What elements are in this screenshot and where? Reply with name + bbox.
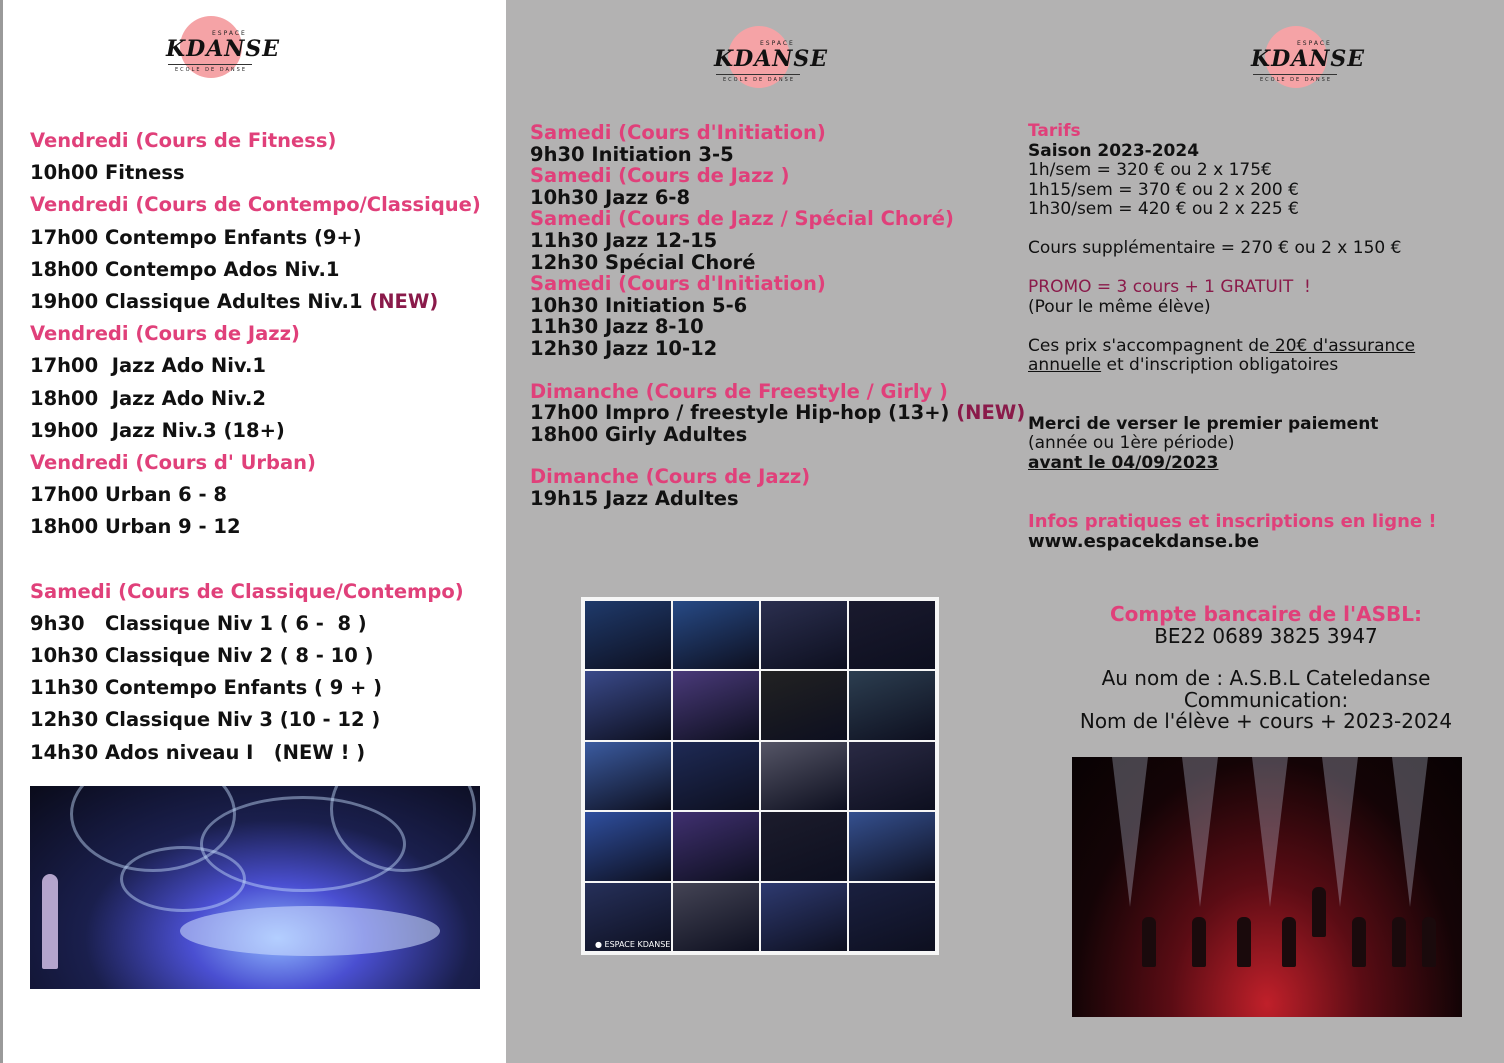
price-line: 1h/sem = 320 € ou 2 x 175€	[1028, 160, 1272, 180]
line-text: 18h00 Jazz Ado Niv.2	[30, 386, 266, 410]
collage-photo	[761, 812, 847, 880]
fees-text-end: et d'inscription obligatoires	[1101, 355, 1339, 375]
line-text: Dimanche (Cours de Jazz)	[530, 465, 811, 489]
new-badge: (NEW)	[362, 290, 439, 314]
course-line	[30, 157, 500, 189]
line-text: Vendredi (Cours de Contempo/Classique)	[30, 193, 481, 217]
line-text: Dimanche (Cours de Freestyle / Girly )	[530, 379, 948, 403]
collage-photo	[673, 671, 759, 739]
line-text: Samedi (Cours de Jazz / Spécial Choré)	[530, 207, 954, 231]
line-text: 10h00 Fitness	[30, 161, 185, 185]
stage-photo-red	[1072, 757, 1462, 1017]
payment-deadline: avant le 04/09/2023	[1028, 452, 1219, 473]
friday-saturday-schedule	[30, 125, 500, 769]
line-text: 17h00 Impro / freestyle Hip-hop (13+)	[530, 401, 950, 425]
website-link[interactable]: www.espacekdanse.be	[1028, 530, 1260, 552]
line-text: Vendredi (Cours d' Urban)	[30, 451, 316, 475]
line-text: 10h30 Classique Niv 2 ( 8 - 10 )	[30, 644, 374, 668]
collage-photo	[761, 601, 847, 669]
collage-photo	[849, 812, 935, 880]
communication-label: Communication:	[1183, 687, 1349, 712]
price-line: 1h30/sem = 420 € ou 2 x 225 €	[1028, 199, 1299, 219]
schedule-heading	[530, 273, 1000, 295]
collage-photo	[761, 671, 847, 739]
new-badge: (NEW)	[949, 401, 1026, 425]
course-line	[30, 511, 500, 543]
line-text: Samedi (Cours de Jazz )	[530, 164, 790, 188]
stage-photo-blue	[30, 786, 480, 989]
schedule-heading	[530, 466, 1000, 488]
logo-top-text: ESPACE	[212, 30, 247, 37]
course-line	[530, 401, 1026, 425]
schedule-heading	[30, 576, 500, 608]
logo-rule	[1253, 74, 1337, 75]
logo-sub-text: ECOLE DE DANSE	[175, 67, 247, 73]
saturday-sunday-schedule	[530, 121, 1026, 510]
tarifs-section	[1028, 122, 1488, 551]
course-line	[530, 424, 1000, 446]
line-text: 18h00 Urban 9 - 12	[30, 515, 241, 539]
line-text: 9h30 Initiation 3-5	[530, 142, 734, 166]
logo-rule	[168, 64, 252, 65]
iban: BE22 0689 3825 3947	[1154, 623, 1378, 648]
course-line	[530, 316, 1000, 338]
collage-photo	[761, 742, 847, 810]
course-line	[30, 640, 500, 672]
course-line	[30, 383, 500, 415]
line-text: 18h00 Contempo Ados Niv.1	[30, 257, 340, 281]
course-line	[530, 295, 1000, 317]
course-line	[30, 672, 500, 704]
schedule-heading	[530, 208, 1000, 230]
line-text: 12h30 Classique Niv 3 (10 - 12 )	[30, 708, 381, 732]
course-line	[30, 415, 500, 447]
schedule-heading	[530, 122, 1000, 144]
line-text: 12h30 Spécial Choré	[530, 250, 756, 274]
course-line	[530, 338, 1000, 360]
extra-course-price: Cours supplémentaire = 270 € ou 2 x 150 €	[1028, 238, 1402, 258]
course-line	[30, 286, 500, 318]
payment-title: Merci de verser le premier paiement	[1028, 413, 1379, 434]
collage-photo	[673, 812, 759, 880]
collage-photo	[673, 601, 759, 669]
line-text: 12h30 Jazz 10-12	[530, 336, 718, 360]
logo-sub-text: ECOLE DE DANSE	[723, 77, 795, 83]
fees-line-1	[1028, 337, 1488, 357]
line-text: Vendredi (Cours de Jazz)	[30, 322, 300, 346]
collage-photo	[849, 742, 935, 810]
collage-photo	[849, 601, 935, 669]
line-text: Vendredi (Cours de Fitness)	[30, 129, 337, 152]
kdanse-logo	[166, 16, 281, 88]
logo-top-text: ESPACE	[760, 40, 795, 47]
line-text: 11h30 Contempo Enfants ( 9 + )	[30, 676, 383, 700]
annual-label: annuelle	[1028, 355, 1102, 375]
infos-title: Infos pratiques et inscriptions en ligne !	[1028, 511, 1437, 532]
collage-photo	[673, 742, 759, 810]
line-text: 17h00 Contempo Enfants (9+)	[30, 225, 362, 249]
performance-collage	[581, 597, 939, 955]
line-text: 10h30 Jazz 6-8	[530, 185, 691, 209]
collage-photo	[849, 671, 935, 739]
logo-mark: KDANSE	[714, 46, 829, 72]
schedule-heading	[530, 381, 1000, 403]
tarifs-title: Tarifs	[1028, 121, 1081, 141]
kdanse-logo	[714, 26, 829, 98]
course-line	[30, 350, 500, 382]
promo-text: PROMO = 3 cours + 1 GRATUIT !	[1028, 277, 1311, 297]
schedule-heading	[30, 189, 500, 221]
logo-rule	[716, 74, 800, 75]
insurance-amount: 20€ d'assurance	[1269, 335, 1416, 356]
season-label: Saison 2023-2024	[1028, 140, 1200, 161]
course-line	[30, 704, 500, 736]
schedule-heading	[30, 318, 500, 350]
course-line	[30, 608, 500, 640]
price-line: 1h15/sem = 370 € ou 2 x 200 €	[1028, 179, 1299, 200]
course-line	[30, 222, 500, 254]
payment-note: (année ou 1ère période)	[1028, 433, 1235, 453]
course-line	[30, 254, 500, 286]
logo-top-text: ESPACE	[1297, 40, 1332, 47]
collage-photo	[849, 883, 935, 951]
course-line	[530, 252, 1000, 274]
line-text: 19h00 Jazz Niv.3 (18+)	[30, 418, 285, 442]
logo-mark: KDANSE	[166, 36, 281, 62]
line-text: 11h30 Jazz 12-15	[530, 228, 718, 252]
logo-mark: KDANSE	[1251, 46, 1366, 72]
line-text: Samedi (Cours d'Initiation)	[530, 272, 826, 296]
line-text: 14h30 Ados niveau I (NEW ! )	[30, 740, 366, 764]
collage-photo	[585, 671, 671, 739]
schedule-heading	[530, 165, 1000, 187]
schedule-heading	[30, 125, 500, 157]
course-line	[30, 479, 500, 511]
fees-line-2	[1028, 356, 1488, 376]
collage-caption: ● ESPACE KDANSE	[595, 940, 671, 949]
collage-photo	[585, 742, 671, 810]
line-text: 19h15 Jazz Adultes	[530, 486, 739, 510]
line-text: 11h30 Jazz 8-10	[530, 315, 704, 339]
schedule-heading	[30, 447, 500, 479]
line-text: 17h00 Urban 6 - 8	[30, 483, 227, 507]
kdanse-logo	[1251, 26, 1366, 98]
course-line	[530, 187, 1000, 209]
collage-photo	[585, 601, 671, 669]
bank-info	[1068, 604, 1464, 733]
account-holder: Au nom de : A.S.B.L Cateledanse	[1101, 666, 1431, 690]
line-text: 19h00 Classique Adultes Niv.1	[30, 290, 363, 314]
collage-photo	[673, 883, 759, 951]
course-line	[530, 230, 1000, 252]
line-text: 10h30 Initiation 5-6	[530, 293, 748, 317]
line-text: 18h00 Girly Adultes	[530, 422, 748, 446]
line-text: Samedi (Cours d'Initiation)	[530, 121, 826, 144]
line-text: 17h00 Jazz Ado Niv.1	[30, 354, 266, 378]
course-line	[30, 737, 500, 769]
bank-title: Compte bancaire de l'ASBL:	[1109, 602, 1422, 626]
course-line	[530, 144, 1000, 166]
collage-photo	[761, 883, 847, 951]
collage-photo	[585, 812, 671, 880]
promo-note: (Pour le même élève)	[1028, 296, 1211, 317]
fees-text: Ces prix s'accompagnent de	[1028, 335, 1270, 356]
communication-value: Nom de l'élève + cours + 2023-2024	[1079, 709, 1453, 733]
course-line	[530, 488, 1000, 510]
line-text: 9h30 Classique Niv 1 ( 6 - 8 )	[30, 611, 367, 635]
line-text: Samedi (Cours de Classique/Contempo)	[30, 579, 464, 603]
logo-sub-text: ECOLE DE DANSE	[1260, 77, 1332, 83]
